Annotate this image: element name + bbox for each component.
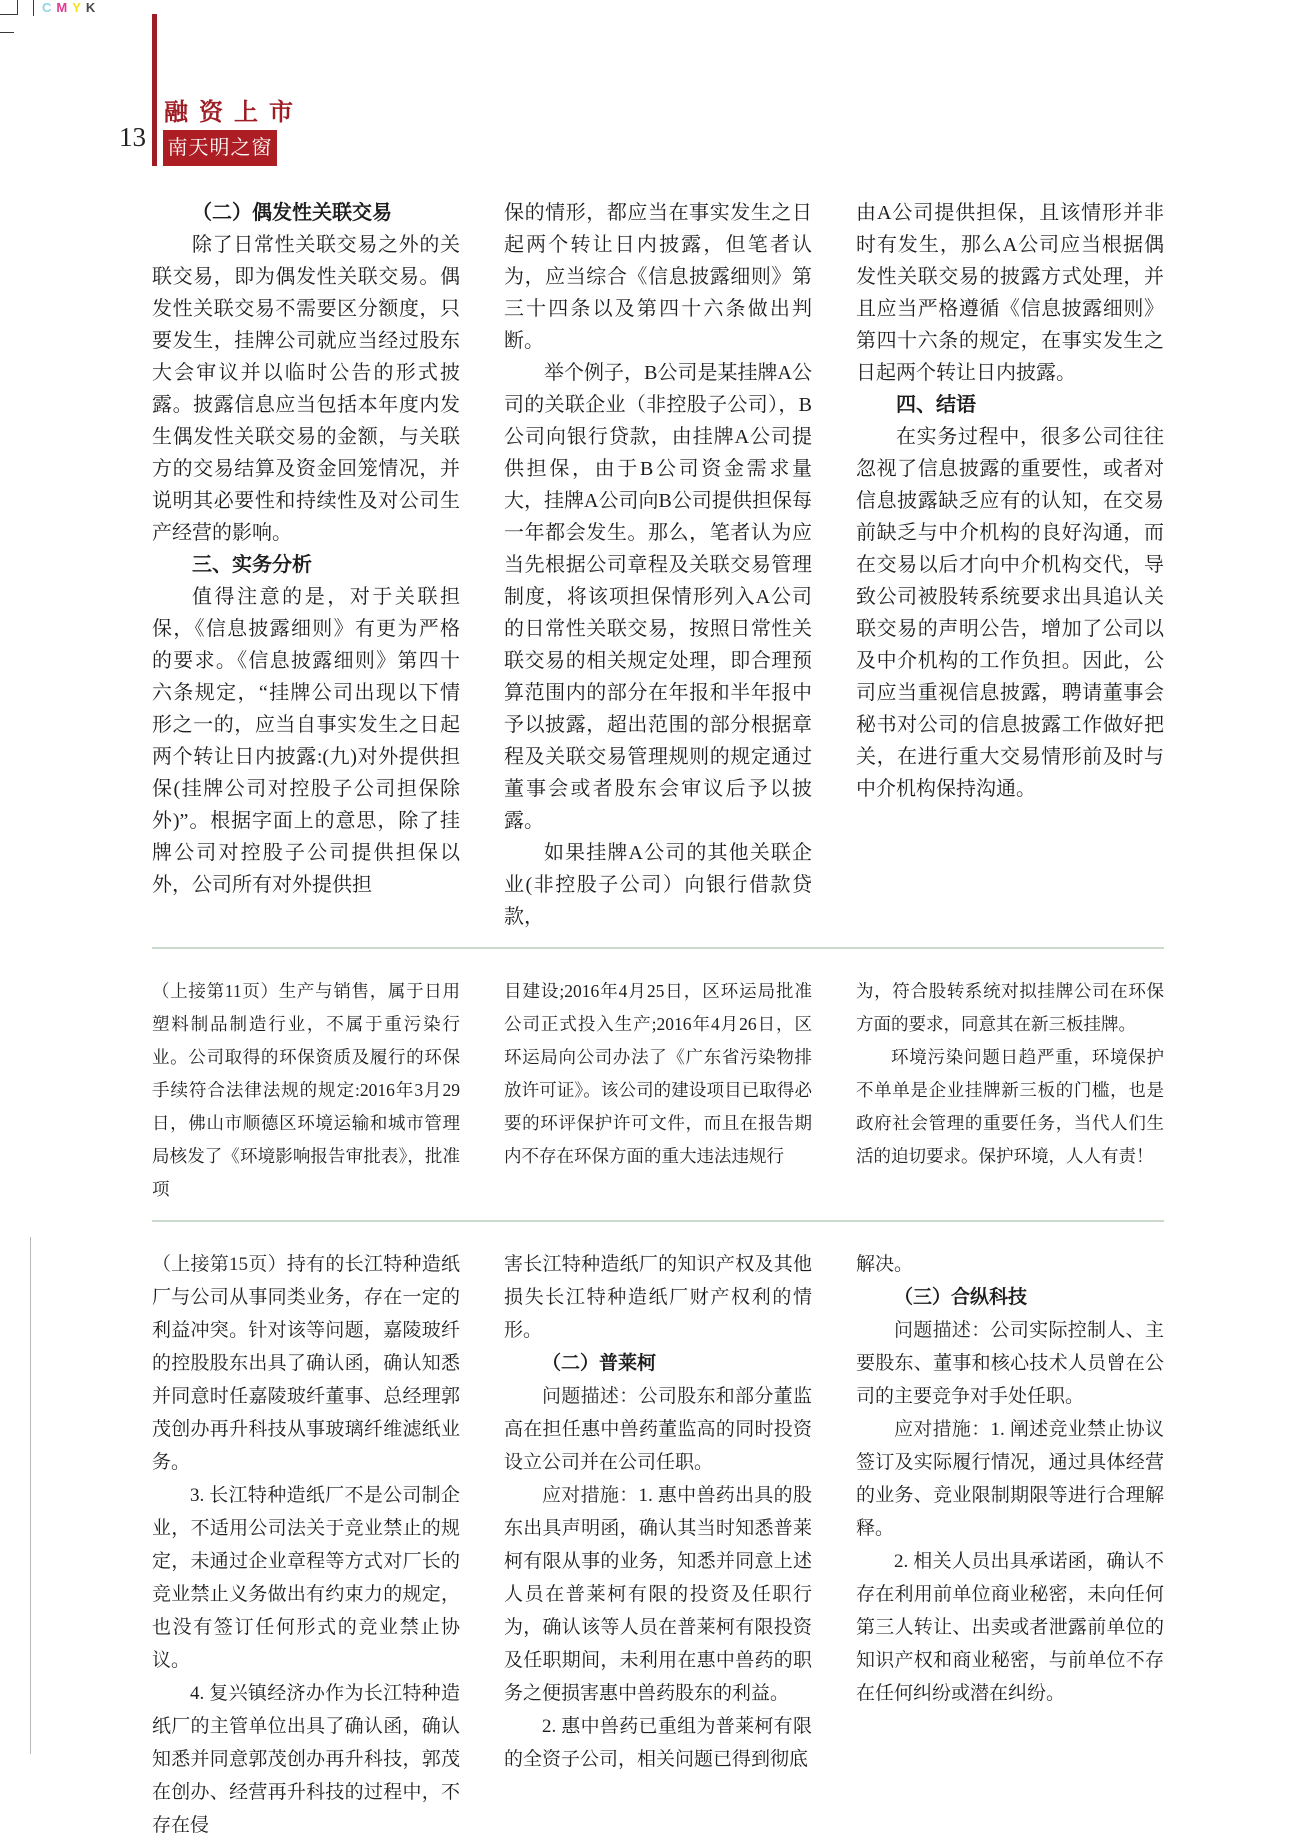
article-paragraph: 值得注意的是，对于关联担保，《信息披露细则》有更为严格的要求。《信息披露细则》第四十六条规定，“挂牌公司出现以下情形之一的，应当自事实发生之日起两个转让日内披露:(九)对外提供担保(挂牌公司对控股子公司担保除外)”。根据字面上的意思，除了挂牌公司对控股子公司提供担保以外，公司所有对外提供担 bbox=[152, 586, 460, 896]
crop-mark-horizontal-2 bbox=[0, 32, 14, 33]
section-column-badge: 南天明之窗 bbox=[163, 130, 277, 166]
article-bottom bbox=[152, 1248, 1164, 1842]
section-divider-1 bbox=[152, 947, 1164, 949]
article-bottom-column-3 bbox=[856, 1248, 1164, 1842]
article-paragraph: 目建设;2016年4月25日，区环运局批准公司正式投入生产;2016年4月26日，区环运局向公司办法了《广东省污染物排放许可证》。该公司的建设项目已取得必要的环评保护许可文件，而且在报告期内不存在环保方面的重大违法违规行 bbox=[504, 981, 812, 1166]
article-paragraph: 问题描述：公司股东和部分董监高在担任惠中兽药董监高的同时投资设立公司并在公司任职。 bbox=[504, 1386, 812, 1473]
article-top bbox=[152, 197, 1164, 933]
article-paragraph: 害长江特种造纸厂的知识产权及其他损失长江特种造纸厂财产权利的情形。 bbox=[504, 1254, 812, 1341]
article-top-column-2 bbox=[504, 197, 812, 933]
article-top-column-1 bbox=[152, 197, 460, 933]
section-title: 融资上市 bbox=[164, 99, 304, 126]
paragraph-lead: （上接第11页） bbox=[152, 981, 279, 1001]
crop-mark-horizontal-1 bbox=[0, 14, 18, 15]
paragraph-lead: 应对措施： bbox=[542, 1485, 639, 1506]
article-paragraph: 3. 长江特种造纸厂不是公司制企业，不适用公司法关于竞业禁止的规定，未通过企业章程等方式对厂长的竞业禁止义务做出有约束力的规定，也没有签订任何形式的竞业禁止协议。 bbox=[152, 1485, 460, 1671]
article-paragraph: 举个例子，B公司是某挂牌A公司的关联企业（非控股子公司），B公司向银行贷款，由挂牌A公司提供担保，由于B公司资金需求量大，挂牌A公司向B公司提供担保每一年都会发生。那么，笔者认为应当先根据公司章程及关联交易管理制度，将该项担保情形列入A公司的日常性关联交易，按照日常性关联交易的相关规定处理，即合理预算范围内的部分在年报和半年报中予以披露，超出范围的部分根据章程及关联交易管理规则的规定通过董事会或者股东会审议后予以披露。 bbox=[504, 362, 812, 832]
article-paragraph: 2. 相关人员出具承诺函，确认不存在利用前单位商业秘密，未向任何第三人转让、出卖或者泄露前单位的知识产权和商业秘密，与前单位不存在任何纠纷或潜在纠纷。 bbox=[856, 1551, 1164, 1704]
cmyk-letter-m: M bbox=[56, 0, 73, 15]
article-paragraph: 4. 复兴镇经济办作为长江特种造纸厂的主管单位出具了确认函，确认知悉并同意郭茂创办再升科技，郭茂在创办、经营再升科技的过程中，不存在侵 bbox=[152, 1683, 460, 1836]
article-paragraph: 由A公司提供担保，且该情形并非时有发生，那么A公司应当根据偶发性关联交易的披露方式处理，并且应当严格遵循《信息披露细则》第四十六条的规定，在事实发生之日起两个转让日内披露。 bbox=[856, 202, 1164, 384]
article-heading: （二）普莱柯 bbox=[542, 1353, 657, 1374]
article-paragraph: 解决。 bbox=[856, 1254, 914, 1275]
paragraph-lead: 问题描述： bbox=[894, 1320, 991, 1341]
article-heading: （三）合纵科技 bbox=[894, 1287, 1028, 1308]
section-divider-2 bbox=[152, 1220, 1164, 1222]
paragraph-lead: 问题描述： bbox=[542, 1386, 639, 1407]
article-paragraph: （上接第15页）持有的长江特种造纸厂与公司从事同类业务，存在一定的利益冲突。针对该等问题，嘉陵玻纤的控股股东出具了确认函，确认知悉并同意时任嘉陵玻纤董事、总经理郭茂创办再升科技从事玻璃纤维滤纸业务。 bbox=[152, 1254, 460, 1473]
cmyk-letter-k: K bbox=[85, 0, 101, 15]
article-paragraph: 2. 惠中兽药已重组为普莱柯有限的全资子公司，相关问题已得到彻底 bbox=[504, 1716, 812, 1770]
page-content bbox=[152, 197, 1164, 1842]
article-paragraph: 环境污染问题日趋严重，环境保护不单单是企业挂牌新三板的门槛，也是政府社会管理的重要任务，当代人们生活的迫切要求。保护环境，人人有责！ bbox=[856, 1047, 1164, 1166]
article-bottom-column-1 bbox=[152, 1248, 460, 1842]
article-paragraph: 除了日常性关联交易之外的关联交易，即为偶发性关联交易。偶发性关联交易不需要区分额度，只要发生，挂牌公司就应当经过股东大会审议并以临时公告的形式披露。披露信息应当包括本年度内发生偶发性关联交易的金额，与关联方的交易结算及资金回笼情况，并说明其必要性和持续性及对公司生产经营的影响。 bbox=[152, 234, 460, 544]
section-accent-bar bbox=[152, 14, 157, 166]
cmyk-registration-text bbox=[42, 0, 100, 15]
page-number: 13 bbox=[119, 122, 146, 152]
article-paragraph: 问题描述：公司实际控制人、主要股东、董事和核心技术人员曾在公司的主要竞争对手处任职。 bbox=[856, 1320, 1164, 1407]
crop-mark-vertical-2 bbox=[33, 0, 34, 16]
cmyk-letter-y: Y bbox=[72, 0, 86, 15]
article-top-column-3 bbox=[856, 197, 1164, 933]
article-paragraph: 保的情形，都应当在事实发生之日起两个转让日内披露，但笔者认为，应当综合《信息披露细则》第三十四条以及第四十六条做出判断。 bbox=[504, 202, 812, 352]
article-middle bbox=[152, 975, 1164, 1206]
crop-mark-vertical-1 bbox=[17, 0, 18, 15]
article-bottom-column-2 bbox=[504, 1248, 812, 1842]
article-heading: 四、结语 bbox=[896, 394, 976, 416]
article-heading: 三、实务分析 bbox=[192, 554, 312, 576]
paragraph-lead: 应对措施： bbox=[894, 1419, 991, 1440]
article-paragraph: 应对措施：1. 惠中兽药出具的股东出具声明函，确认其当时知悉普莱柯有限从事的业务，知悉并同意上述人员在普莱柯有限的投资及任职行为，确认该等人员在普莱柯有限投资及任职期间，未利用在惠中兽药的职务之便损害惠中兽药股东的利益。 bbox=[504, 1485, 812, 1704]
article-paragraph: 应对措施：1. 阐述竞业禁止协议签订及实际履行情况，通过具体经营的业务、竞业限制期限等进行合理解释。 bbox=[856, 1419, 1164, 1539]
article-middle-column-2 bbox=[504, 975, 812, 1206]
article-middle-column-3 bbox=[856, 975, 1164, 1206]
article-paragraph: 为，符合股转系统对拟挂牌公司在环保方面的要求，同意其在新三板挂牌。 bbox=[856, 981, 1164, 1034]
article-paragraph: （上接第11页）生产与销售，属于日用塑料制品制造行业，不属于重污染行业。公司取得的环保资质及履行的环保手续符合法律法规的规定:2016年3月29日，佛山市顺德区环境运输和城市管理局核发了《环境影响报告审批表》，批准项 bbox=[152, 981, 461, 1199]
article-middle-column-1 bbox=[152, 975, 460, 1206]
article-paragraph: 在实务过程中，很多公司往往忽视了信息披露的重要性，或者对信息披露缺乏应有的认知，在交易前缺乏与中介机构的良好沟通，而在交易以后才向中介机构交代，导致公司被股转系统要求出具追认关联交易的声明公告，增加了公司以及中介机构的工作负担。因此，公司应当重视信息披露，聘请董事会秘书对公司的信息披露工作做好把关，在进行重大交易情形前及时与中介机构保持沟通。 bbox=[856, 426, 1164, 800]
article-paragraph: 如果挂牌A公司的其他关联企业(非控股子公司）向银行借款贷款， bbox=[504, 842, 812, 928]
page-edge-line bbox=[30, 1237, 31, 1754]
article-heading: （二）偶发性关联交易 bbox=[192, 202, 392, 224]
paragraph-lead: （上接第15页） bbox=[152, 1254, 287, 1275]
cmyk-letter-c: C bbox=[42, 0, 57, 15]
